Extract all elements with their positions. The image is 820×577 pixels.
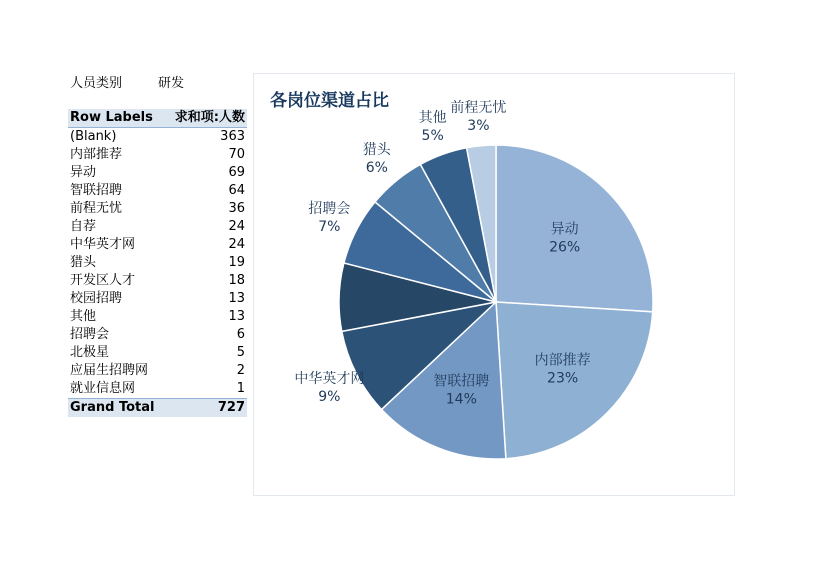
slice-percent: 3% xyxy=(467,117,490,134)
pivot-row-label: 就业信息网 xyxy=(70,381,136,396)
pivot-header xyxy=(68,109,247,128)
sum-header: 求和项:人数 xyxy=(174,110,245,125)
pivot-row xyxy=(68,308,247,326)
slice-percent: 5% xyxy=(421,128,444,145)
slice-percent: 23% xyxy=(547,370,579,387)
pivot-row-value: 363 xyxy=(220,129,245,144)
pivot-row-label: 应届生招聘网 xyxy=(70,363,149,378)
pivot-row-value: 69 xyxy=(228,165,245,180)
pivot-row-value: 36 xyxy=(228,201,245,216)
pivot-row-label: (Blank) xyxy=(70,129,117,144)
pivot-row xyxy=(68,290,247,308)
slice-percent: 9% xyxy=(318,388,341,405)
pivot-row-label: 其他 xyxy=(70,309,97,324)
pivot-row-value: 18 xyxy=(228,273,245,288)
pivot-table xyxy=(68,109,247,417)
row-labels-header[interactable]: Row Labels xyxy=(70,110,153,125)
pivot-row-value: 1 xyxy=(236,381,245,396)
pivot-row-label: 异动 xyxy=(70,165,97,180)
slice-label: 其他 xyxy=(418,110,447,127)
report-filter xyxy=(70,72,185,91)
slice-label: 中华英才网 xyxy=(294,370,365,387)
pivot-row-value: 19 xyxy=(228,255,245,270)
filter-label: 人员类别 xyxy=(70,76,123,91)
pivot-row xyxy=(68,362,247,380)
pivot-row xyxy=(68,272,247,290)
pivot-row xyxy=(68,182,247,200)
slice-label: 前程无忧 xyxy=(450,99,507,116)
pivot-row-label: 智联招聘 xyxy=(70,183,123,198)
pivot-row xyxy=(68,254,247,272)
pivot-row-label: 北极星 xyxy=(70,345,110,360)
pivot-row xyxy=(68,146,247,164)
pivot-row-value: 70 xyxy=(228,147,245,162)
pivot-row-value: 13 xyxy=(228,309,245,324)
slice-percent: 14% xyxy=(445,391,477,408)
filter-value[interactable]: 研发 xyxy=(158,76,185,91)
slice-percent: 26% xyxy=(549,239,581,256)
pivot-row-label: 自荐 xyxy=(70,219,97,234)
pivot-row-value: 24 xyxy=(228,219,245,234)
slice-label: 猎头 xyxy=(362,141,391,158)
pivot-row-label: 前程无忧 xyxy=(70,201,123,216)
slice-label: 异动 xyxy=(550,221,579,238)
pivot-row xyxy=(68,200,247,218)
pivot-row-label: 内部推荐 xyxy=(70,147,123,162)
pivot-row xyxy=(68,344,247,362)
pivot-row xyxy=(68,326,247,344)
grand-total-value: 727 xyxy=(217,400,245,415)
pivot-row-label: 招聘会 xyxy=(70,327,110,342)
pie-chart[interactable] xyxy=(254,74,736,497)
pivot-row-label: 开发区人才 xyxy=(70,273,136,288)
pivot-row-value: 13 xyxy=(228,291,245,306)
pivot-row xyxy=(68,236,247,254)
pivot-row-value: 64 xyxy=(228,183,245,198)
grand-total-row xyxy=(68,398,247,417)
slice-percent: 6% xyxy=(365,159,388,176)
pivot-row xyxy=(68,218,247,236)
grand-total-label: Grand Total xyxy=(70,400,155,415)
pivot-row-value: 24 xyxy=(228,237,245,252)
pivot-row-label: 中华英才网 xyxy=(70,237,136,252)
pivot-row-value: 6 xyxy=(236,327,245,342)
pivot-row-value: 5 xyxy=(236,345,245,360)
slice-label: 招聘会 xyxy=(308,201,351,218)
pivot-row xyxy=(68,380,247,398)
pivot-row-value: 2 xyxy=(236,363,245,378)
slice-label: 内部推荐 xyxy=(534,352,591,369)
slice-label: 智联招聘 xyxy=(433,373,490,390)
chart-title: 各岗位渠道占比 xyxy=(270,91,389,111)
pivot-row xyxy=(68,164,247,182)
slice-percent: 7% xyxy=(318,219,341,236)
pivot-row xyxy=(68,128,247,146)
pie-chart-area[interactable] xyxy=(253,73,735,496)
pivot-row-label: 校园招聘 xyxy=(70,291,123,306)
pivot-row-label: 猎头 xyxy=(70,255,97,270)
